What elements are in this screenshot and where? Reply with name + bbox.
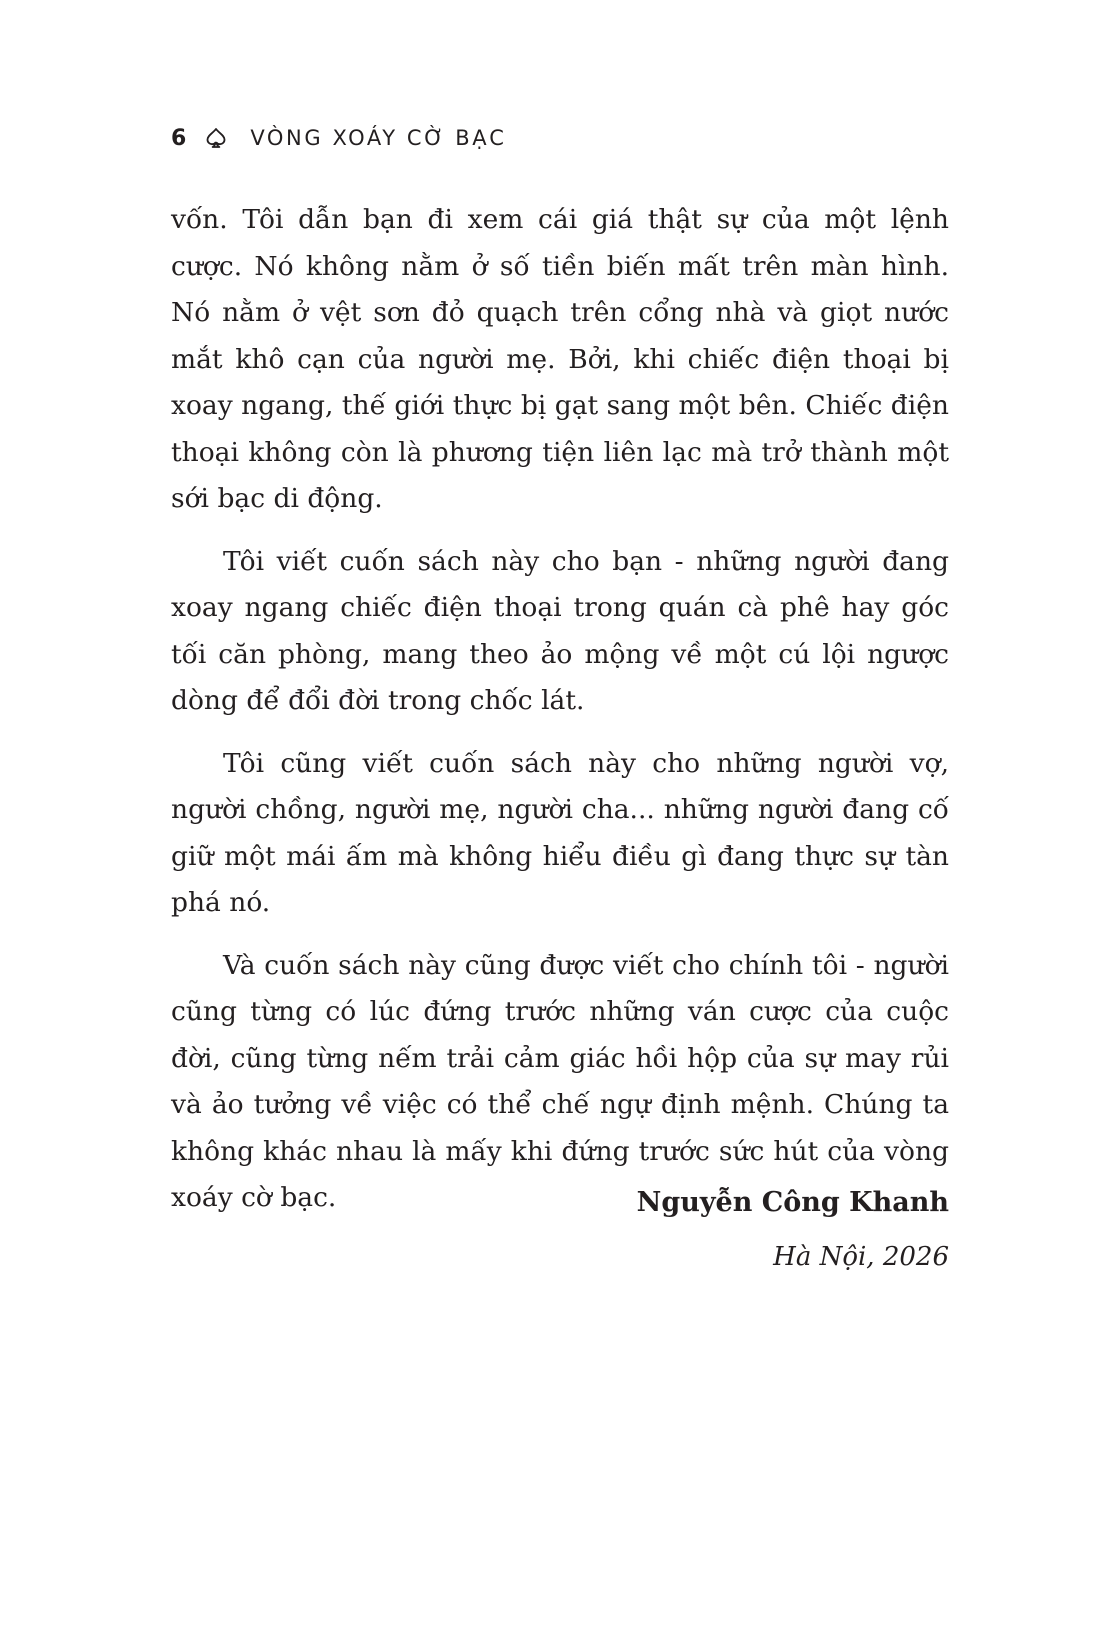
paragraph-3: Tôi cũng viết cuốn sách này cho những người vợ, người chồng, người mẹ, người cha... những người đang cố giữ một mái ấm mà không hiểu điều gì đang thực sự tàn phá nó. (171, 747, 949, 918)
signature-block (171, 1180, 949, 1280)
paragraph-4: Và cuốn sách này cũng được viết cho chính tôi - người cũng từng có lúc đứng trước những ván cược của cuộc đời, cũng từng nếm trải cảm giác hồi hộp của sự may rủi và ảo tưởng về việc có thể chế ngự định mệnh. Chúng ta không khác nhau là mấy khi đứng trước sức hút của vòng xoáy cờ bạc. (171, 949, 949, 1213)
author-name: Nguyễn Công Khanh (636, 1187, 949, 1218)
place-date: Hà Nội, 2026 (773, 1242, 949, 1272)
paragraph-1: vốn. Tôi dẫn bạn đi xem cái giá thật sự của một lệnh cược. Nó không nằm ở số tiền biến mất trên màn hình. Nó nằm ở vệt sơn đỏ quạch trên cổng nhà và giọt nước mắt khô cạn của người mẹ. Bởi, khi chiếc điện thoại bị xoay ngang, thế giới thực bị gạt sang một bên. Chiếc điện thoại không còn là phương tiện liên lạc mà trở thành một sới bạc di động. (171, 204, 949, 514)
body-text (171, 197, 949, 1238)
paragraph-2: Tôi viết cuốn sách này cho bạn - những người đang xoay ngang chiếc điện thoại trong quán cà phê hay góc tối căn phòng, mang theo ảo mộng về một cú lội ngược dòng để đổi đời trong chốc lát. (171, 545, 949, 716)
running-header (171, 123, 507, 153)
spade-outline-icon (204, 126, 228, 150)
page-number: 6 (171, 125, 187, 151)
running-title: VÒNG XOÁY CỜ BẠC (250, 126, 507, 150)
